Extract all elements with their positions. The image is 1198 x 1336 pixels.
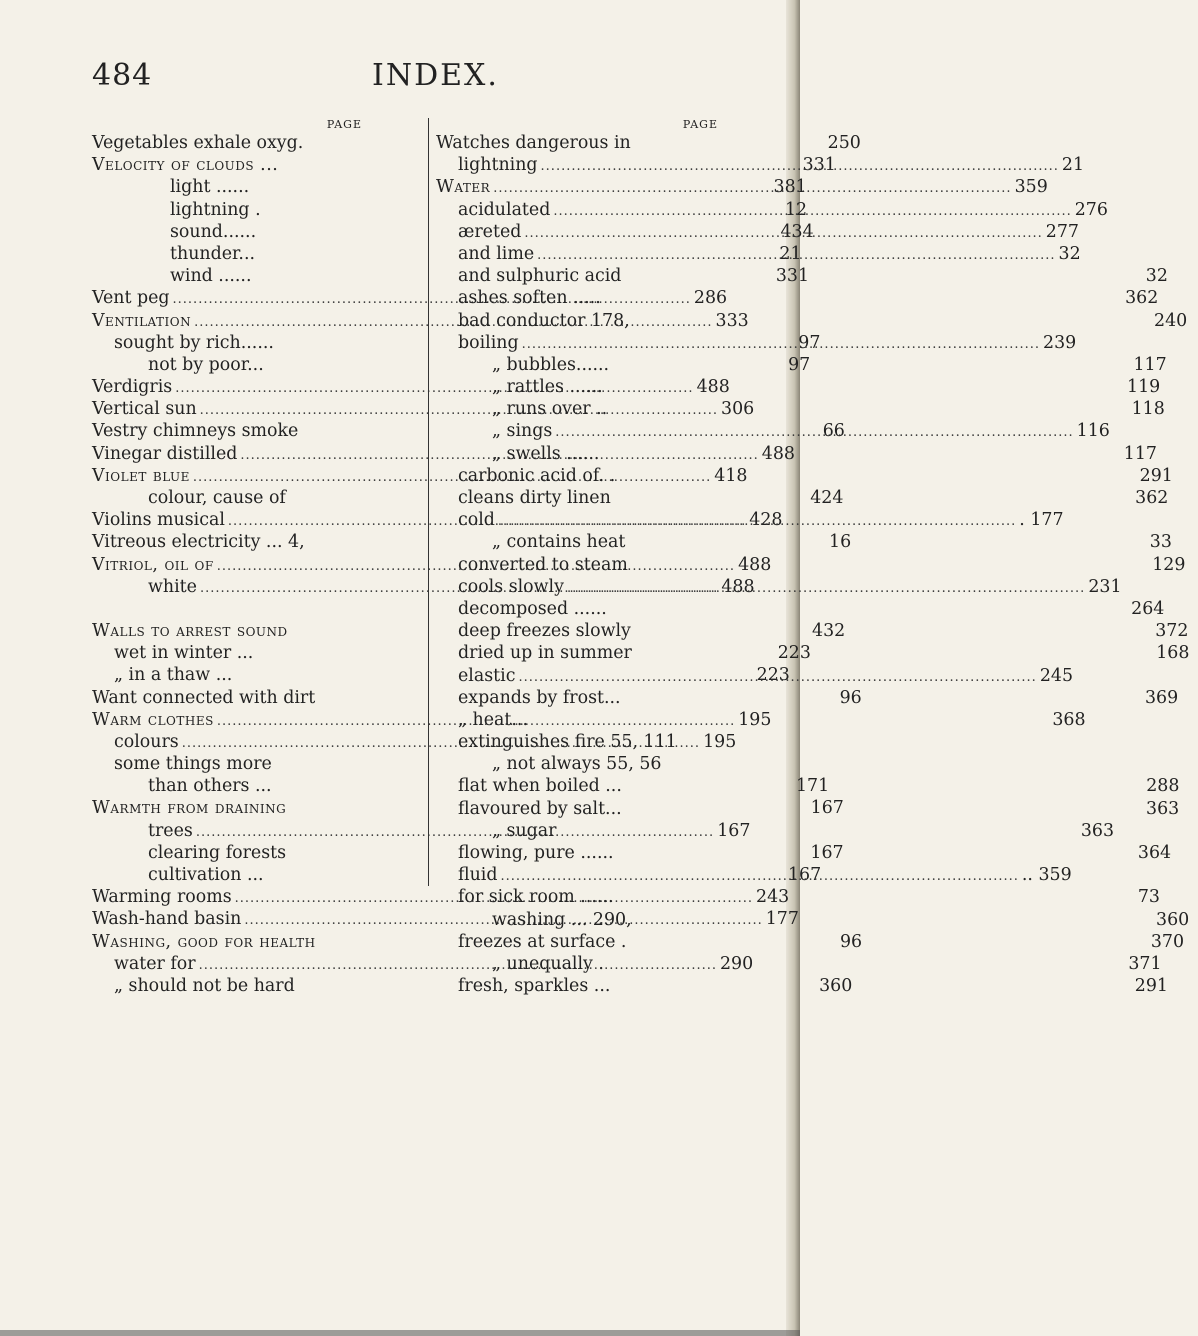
entry-text: deep freezes slowly — [458, 621, 631, 642]
entry-text: decomposed ...... — [458, 598, 607, 619]
entry-text: Warmth from draining — [92, 798, 287, 819]
page-title: INDEX. — [372, 58, 499, 93]
entry-page-number: 488 — [696, 377, 730, 398]
entry-text: light ...... — [170, 177, 250, 198]
entry-text: Want connected with dirt — [92, 687, 316, 708]
dot-leader — [498, 509, 1016, 533]
entry-text: „ in a thaw ... — [114, 665, 233, 686]
entry-page-number: 369 — [1144, 687, 1179, 708]
entry-page-number: 434 — [780, 221, 814, 242]
entry-page-number: 362 — [1135, 488, 1169, 508]
entry-page-number: 167 — [810, 842, 844, 863]
entry-text: „ unequally . — [492, 953, 604, 974]
entry-page-number: .. 359 — [1021, 865, 1072, 886]
entry-text: for sick room ...... — [458, 887, 614, 908]
index-entry — [436, 753, 774, 775]
entry-page-number: 363 — [1080, 820, 1115, 841]
index-entry — [436, 287, 1159, 309]
entry-text: cultivation ... — [148, 865, 264, 885]
dot-leader — [524, 221, 1042, 245]
entry-text: carbonic acid of. . — [458, 465, 616, 486]
entry-text: colour, cause of — [148, 488, 286, 508]
entry-page-number: 288 — [1146, 776, 1180, 797]
dot-leader — [553, 199, 1071, 223]
entry-text: Velocity of clouds ... — [92, 155, 279, 176]
entry-page-number: 97 — [798, 332, 821, 353]
entry-text: „ sings — [492, 421, 553, 442]
entry-text: lightning — [458, 155, 538, 176]
entry-text: ashes soften ..... — [458, 288, 601, 309]
entry-text: Walls to arrest sound — [92, 620, 288, 641]
entry-page-number: 488 — [721, 576, 755, 597]
entry-page-number: 370 — [1150, 931, 1185, 952]
entry-text: cleans dirty linen — [458, 488, 611, 508]
entry-page-number: 33 — [1149, 532, 1172, 553]
entry-text: freezes at surface . — [458, 931, 627, 952]
entry-text: expands by frost... — [458, 687, 621, 708]
entry-text: „ sugar — [492, 820, 557, 841]
entry-text: cold — [458, 510, 495, 531]
entry-text: wind ...... — [170, 266, 252, 287]
entry-page-number: 363 — [1146, 798, 1180, 819]
entry-text: lightning . — [170, 199, 261, 220]
dot-leader — [522, 332, 1040, 356]
entry-page-number: 177 — [765, 909, 799, 930]
entry-text: trees — [148, 820, 193, 841]
entry-text: „ heat... — [458, 709, 528, 730]
page-column-label: PAGE — [326, 118, 362, 131]
index-entry — [436, 820, 1115, 842]
dot-leader — [537, 243, 1055, 267]
index-entry — [436, 132, 774, 154]
entry-page-number: 372 — [1155, 621, 1189, 642]
entry-text: Vegetables exhale oxyg. — [92, 133, 304, 153]
entry-page-number: 368 — [1052, 709, 1086, 730]
entry-page-number: 276 — [1074, 199, 1108, 220]
entry-text: washing ... 290, — [492, 909, 632, 930]
index-entry — [436, 376, 1161, 398]
entry-text: flat when boiled ... — [458, 776, 622, 797]
entry-text: than others ... — [148, 776, 272, 797]
entry-page-number: 240 — [1154, 310, 1188, 331]
column-divider — [428, 118, 429, 886]
entry-text: „ not always 55, 56 — [492, 754, 662, 775]
entry-text: „ contains heat — [492, 532, 626, 553]
entry-page-number: 195 — [738, 709, 772, 730]
page-header — [92, 58, 732, 104]
entry-page-number: 117 — [1123, 443, 1157, 464]
entry-text: fluid — [458, 865, 498, 886]
entry-page-number: 73 — [1137, 887, 1160, 908]
entry-text: white — [148, 576, 197, 597]
page-bottom-edge — [0, 1330, 800, 1336]
index-entry — [92, 753, 422, 775]
entry-page-number: 223 — [777, 643, 811, 664]
index-entry — [436, 554, 1186, 576]
dot-leader — [555, 420, 1073, 444]
entry-text: Vitreous electricity ... 4, — [92, 532, 305, 553]
index-entry — [436, 598, 1165, 620]
entry-page-number: 195 — [703, 731, 737, 752]
entry-page-number: 96 — [839, 687, 862, 708]
entry-text: and sulphuric acid — [458, 266, 622, 287]
entry-text: not by poor... — [148, 354, 264, 375]
entry-text: Violins musical — [92, 510, 225, 531]
entry-text: sound...... — [170, 221, 257, 242]
entry-page-number: 331 — [775, 266, 810, 287]
entry-page-number: 277 — [1045, 221, 1079, 242]
entry-page-number: 306 — [721, 399, 755, 420]
index-entry — [436, 709, 1086, 731]
entry-text: bad conductor 178, — [458, 310, 630, 331]
entry-page-number: 96 — [839, 931, 863, 952]
entry-page-number: 362 — [1125, 288, 1159, 309]
index-entry — [436, 953, 1162, 975]
entry-text: some things more — [114, 754, 272, 775]
entry-page-number: 333 — [715, 310, 749, 331]
index-entry — [436, 310, 1188, 332]
entry-page-number: . 177 — [1019, 510, 1064, 531]
index-entry — [436, 665, 1074, 687]
entry-page-number: 359 — [1014, 177, 1048, 198]
entry-page-number: 167 — [810, 798, 844, 819]
entry-page-number: 432 — [812, 620, 846, 641]
dot-leader — [518, 665, 1036, 689]
entry-page-number: 223 — [756, 665, 790, 686]
entry-page-number: 32 — [1145, 266, 1168, 287]
entry-text: Vestry chimneys smoke — [92, 421, 299, 442]
entry-text: fresh, sparkles ... — [458, 976, 611, 997]
entry-page-number: 239 — [1043, 332, 1077, 353]
dot-leader — [541, 154, 1059, 178]
entry-text: Warm clothes — [92, 709, 214, 730]
entry-page-number: 129 — [1152, 554, 1186, 575]
index-entry — [436, 576, 1122, 598]
entry-text: thunder... — [170, 243, 255, 264]
entry-page-number: 119 — [1127, 377, 1161, 398]
entry-text: clearing forests — [148, 842, 287, 863]
entry-text: Vent peg — [92, 288, 170, 309]
entry-page-number: 360 — [1156, 909, 1190, 930]
entry-text: Ventilation — [92, 310, 192, 331]
entry-page-number: 488 — [761, 443, 795, 464]
entry-page-number: 168 — [1156, 643, 1190, 664]
entry-text: flowing, pure ...... — [458, 843, 614, 863]
entry-text: Wash-hand basin — [92, 909, 242, 930]
entry-page-number: 171 — [795, 776, 830, 797]
index-entry — [436, 731, 774, 753]
entry-page-number: 331 — [802, 155, 836, 176]
entry-text: Violet blue — [92, 465, 190, 486]
entry-text: „ runs over .. — [492, 399, 608, 420]
entry-text: æreted — [458, 221, 522, 242]
entry-page-number: 167 — [717, 820, 751, 841]
entry-text: extinguishes fire 55, 111 — [458, 732, 677, 753]
index-entry — [436, 398, 1165, 420]
entry-page-number: 424 — [810, 488, 844, 508]
entry-page-number: 243 — [756, 887, 790, 908]
entry-text: Verdigris — [92, 377, 173, 398]
entry-text: acidulated — [458, 199, 551, 220]
entry-text: colours — [114, 731, 179, 752]
entry-text: „ swells ...... — [492, 443, 600, 464]
entry-page-number: 32 — [1058, 243, 1081, 264]
entry-text: Vinegar distilled — [92, 443, 238, 464]
entry-page-number: 364 — [1137, 843, 1172, 863]
entry-page-number: 360 — [819, 975, 853, 996]
entry-page-number: 16 — [829, 532, 852, 553]
dot-leader — [493, 176, 1011, 200]
entry-page-number: 167 — [787, 865, 822, 885]
entry-text: „ rattles ...... — [492, 377, 603, 398]
entry-text: water for — [114, 953, 196, 974]
entry-text: converted to steam — [458, 554, 628, 575]
entry-page-number: 116 — [1076, 421, 1110, 442]
index-entry — [436, 886, 1160, 908]
entry-page-number: 21 — [1061, 155, 1085, 176]
page-column-label: PAGE — [682, 118, 718, 131]
entry-page-number: 381 — [773, 177, 807, 198]
entry-page-number: 290 — [719, 953, 754, 974]
entry-page-number: 12 — [784, 199, 808, 220]
entry-text: „ bubbles...... — [492, 354, 610, 375]
entry-page-number: 66 — [822, 421, 845, 442]
entry-page-number: 97 — [788, 354, 811, 375]
entry-page-number: 291 — [1134, 976, 1168, 997]
entry-text: cools slowly — [458, 576, 564, 597]
entry-text: Warming rooms — [92, 887, 232, 908]
entry-page-number: 231 — [1088, 576, 1122, 597]
entry-page-number: 428 — [749, 510, 783, 531]
dot-leader — [501, 864, 1019, 888]
entry-text: „ should not be hard — [114, 975, 295, 996]
entry-page-number: 118 — [1131, 399, 1165, 420]
entry-text: Watches dangerous in — [436, 133, 631, 153]
entry-text: Water — [436, 177, 491, 198]
entry-text: flavoured by salt... — [458, 798, 622, 819]
index-entry — [436, 509, 1064, 531]
entry-page-number: 418 — [714, 465, 748, 486]
entry-page-number: 264 — [1131, 598, 1165, 619]
index-entry — [436, 465, 1173, 487]
entry-page-number: 250 — [827, 133, 861, 153]
entry-text: boiling — [458, 332, 519, 353]
entry-text: and lime — [458, 243, 535, 264]
dot-leader — [567, 576, 1085, 600]
entry-page-number: 291 — [1139, 465, 1173, 486]
entry-page-number: 371 — [1128, 953, 1162, 974]
entry-text: Vitriol, oil of — [92, 554, 214, 575]
entry-text: Washing, good for health — [92, 931, 316, 952]
entry-text: wet in winter ... — [114, 643, 254, 664]
entry-page-number: 286 — [693, 288, 728, 309]
entry-text: dried up in summer — [458, 643, 632, 664]
page-number: 484 — [92, 58, 153, 93]
entry-text: elastic — [458, 665, 516, 686]
entry-page-number: 117 — [1133, 354, 1167, 375]
entry-page-number: 488 — [738, 554, 772, 575]
entry-page-number: 21 — [779, 243, 802, 264]
entry-text: sought by rich...... — [114, 332, 274, 353]
entry-page-number: 245 — [1039, 665, 1074, 686]
entry-text: Vertical sun — [92, 399, 197, 420]
